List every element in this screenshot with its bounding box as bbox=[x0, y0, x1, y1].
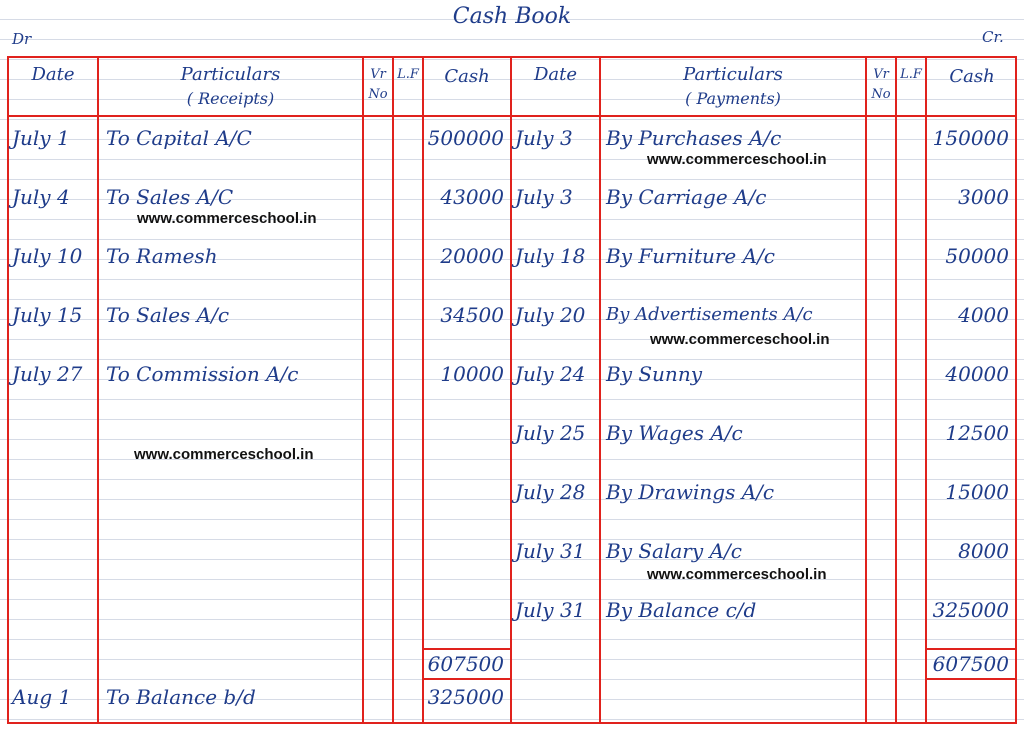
payment-particulars: By Purchases A/c bbox=[606, 126, 782, 150]
payment-amount: 4000 bbox=[958, 303, 1009, 327]
header-receipts-label: ( Receipts) bbox=[186, 89, 275, 108]
watermark: www.commerceschool.in bbox=[137, 210, 317, 227]
receipt-date: July 27 bbox=[12, 362, 83, 386]
header-date-payments: Date bbox=[533, 64, 578, 85]
opening-amount: 325000 bbox=[427, 685, 504, 709]
col-rule bbox=[362, 56, 364, 724]
payment-amount: 15000 bbox=[945, 480, 1009, 504]
col-rule bbox=[895, 56, 897, 724]
col-rule bbox=[510, 56, 512, 724]
credit-marker: Cr. bbox=[982, 28, 1004, 46]
header-lf-receipts: L.F bbox=[397, 67, 419, 82]
col-rule bbox=[599, 56, 601, 724]
receipt-amount: 34500 bbox=[440, 303, 504, 327]
watermark: www.commerceschool.in bbox=[650, 331, 830, 348]
payment-amount: 3000 bbox=[958, 185, 1009, 209]
payment-particulars: By Sunny bbox=[606, 362, 702, 386]
payment-date: July 3 bbox=[515, 185, 573, 209]
header-vr-no-receipts: No bbox=[368, 87, 388, 102]
watermark: www.commerceschool.in bbox=[647, 151, 827, 168]
total-rule bbox=[422, 678, 512, 680]
header-date-receipts: Date bbox=[31, 64, 75, 85]
payment-date: July 31 bbox=[515, 598, 586, 622]
payment-particulars: By Advertisements A/c bbox=[606, 304, 813, 325]
payment-amount: 325000 bbox=[932, 598, 1009, 622]
col-rule bbox=[865, 56, 867, 724]
opening-particulars: To Balance b/d bbox=[106, 685, 256, 709]
watermark: www.commerceschool.in bbox=[134, 446, 314, 463]
receipt-amount: 10000 bbox=[440, 362, 504, 386]
watermark: www.commerceschool.in bbox=[647, 566, 827, 583]
receipt-date: July 10 bbox=[12, 244, 83, 268]
header-particulars-receipts: Particulars bbox=[180, 64, 281, 85]
payments-total: 607500 bbox=[932, 652, 1009, 676]
receipt-date: July 1 bbox=[12, 126, 70, 150]
col-rule bbox=[97, 56, 99, 724]
payment-amount: 8000 bbox=[958, 539, 1009, 563]
payment-particulars: By Drawings A/c bbox=[606, 480, 775, 504]
payment-amount: 150000 bbox=[932, 126, 1009, 150]
header-vr-no-payments: No bbox=[871, 87, 891, 102]
header-payments-label: ( Payments) bbox=[685, 89, 781, 108]
payment-amount: 12500 bbox=[945, 421, 1009, 445]
payment-date: July 20 bbox=[515, 303, 586, 327]
receipt-particulars: To Ramesh bbox=[106, 244, 218, 268]
payment-particulars: By Salary A/c bbox=[606, 539, 742, 563]
col-rule bbox=[392, 56, 394, 724]
receipt-particulars: To Commission A/c bbox=[106, 362, 299, 386]
header-lf-payments: L.F bbox=[900, 67, 922, 82]
receipt-date: July 4 bbox=[12, 185, 70, 209]
header-vr-receipts: Vr bbox=[370, 67, 386, 82]
total-rule bbox=[925, 648, 1017, 650]
receipt-date: July 15 bbox=[12, 303, 83, 327]
payment-date: July 24 bbox=[515, 362, 586, 386]
col-rule bbox=[925, 56, 927, 724]
header-cash-payments: Cash bbox=[949, 66, 995, 87]
payment-amount: 40000 bbox=[945, 362, 1009, 386]
receipt-particulars: To Sales A/C bbox=[106, 185, 234, 209]
total-rule bbox=[925, 678, 1017, 680]
header-vr-payments: Vr bbox=[873, 67, 889, 82]
receipts-total: 607500 bbox=[427, 652, 504, 676]
header-particulars-payments: Particulars bbox=[683, 64, 783, 85]
col-rule bbox=[422, 56, 424, 724]
receipt-amount: 500000 bbox=[427, 126, 504, 150]
opening-date: Aug 1 bbox=[12, 685, 72, 709]
payment-particulars: By Carriage A/c bbox=[606, 185, 767, 209]
payment-date: July 25 bbox=[515, 421, 586, 445]
header-cash-receipts: Cash bbox=[444, 66, 490, 87]
payment-date: July 31 bbox=[515, 539, 586, 563]
payment-amount: 50000 bbox=[945, 244, 1009, 268]
receipt-amount: 20000 bbox=[440, 244, 504, 268]
receipt-amount: 43000 bbox=[440, 185, 504, 209]
payment-date: July 18 bbox=[515, 244, 586, 268]
payment-date: July 28 bbox=[515, 480, 586, 504]
payment-particulars: By Wages A/c bbox=[606, 421, 743, 445]
payment-particulars: By Balance c/d bbox=[606, 598, 757, 622]
page-title: Cash Book bbox=[452, 4, 572, 29]
payment-date: July 3 bbox=[515, 126, 573, 150]
payment-particulars: By Furniture A/c bbox=[606, 244, 776, 268]
debit-marker: Dr bbox=[12, 30, 32, 48]
receipt-particulars: To Capital A/C bbox=[106, 126, 252, 150]
total-rule bbox=[422, 648, 512, 650]
receipt-particulars: To Sales A/c bbox=[106, 303, 230, 327]
